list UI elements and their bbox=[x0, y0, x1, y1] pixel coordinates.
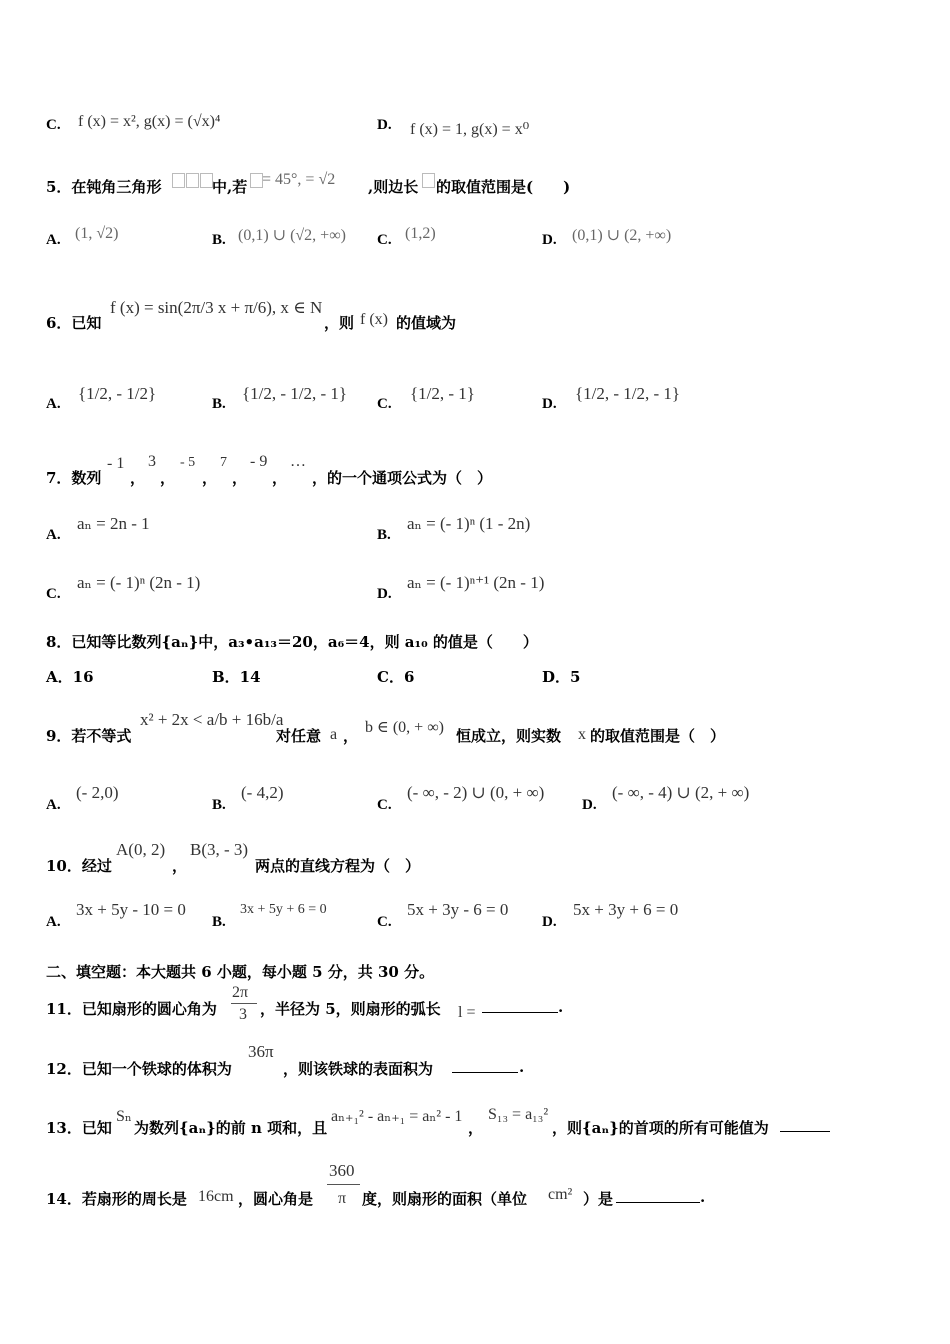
q13-stem-a: 13．已知 bbox=[46, 1119, 112, 1137]
q5-opt-a: (1, √2) bbox=[75, 225, 119, 242]
placeholder-glyph-icon bbox=[172, 173, 185, 188]
q9-sep: ， bbox=[343, 727, 359, 745]
q13-comma: ， bbox=[468, 1119, 484, 1137]
q5-stem-a: 5．在钝角三角形 bbox=[46, 178, 162, 196]
q11-frac-bar bbox=[231, 1003, 257, 1004]
q7-opt-c: aₙ = (- 1)ⁿ (2n - 1) bbox=[77, 573, 201, 592]
q7-opt-b-label: B. bbox=[377, 527, 391, 543]
q6-stem-math: f (x) = sin(2π/3 x + π/6), x ∈ N bbox=[110, 298, 323, 317]
placeholder-glyph-icon bbox=[186, 173, 199, 188]
q13-stem-c: ，则{aₙ}的首项的所有可能值为 bbox=[552, 1119, 769, 1137]
q10-opt-b-label: B. bbox=[212, 914, 226, 930]
q6-opt-c: {1/2, - 1} bbox=[410, 384, 475, 403]
q7-sep-2: ， bbox=[160, 469, 176, 487]
q8-opt-d: D．5 bbox=[542, 668, 581, 686]
q7-sep-5: ， bbox=[272, 469, 288, 487]
q6-opt-b: {1/2, - 1/2, - 1} bbox=[242, 384, 348, 403]
q13-stem-b: 为数列{aₙ}的前 n 项和，且 bbox=[134, 1119, 328, 1137]
q14-perim: 16cm bbox=[198, 1188, 234, 1205]
q5-opt-b-label: B. bbox=[212, 232, 226, 248]
q10-stem-b: 两点的直线方程为（ ） bbox=[255, 857, 421, 875]
q14-stem-b: ，圆心角是 bbox=[238, 1190, 314, 1208]
q5-opt-c-label: C. bbox=[377, 232, 392, 248]
q11-end: . bbox=[558, 998, 564, 1016]
placeholder-glyph-icon bbox=[250, 173, 263, 188]
q9-opt-a-label: A. bbox=[46, 797, 61, 813]
q9-var-x: x bbox=[578, 726, 586, 743]
q4-opt-d: f (x) = 1, g(x) = x⁰ bbox=[410, 121, 530, 138]
q9-stem-a: 9．若不等式 bbox=[46, 727, 132, 745]
q11-frac-den: 3 bbox=[239, 1006, 247, 1023]
q13-eq1: aₙ₊₁² - aₙ₊₁ = aₙ² - 1 bbox=[331, 1108, 463, 1125]
q6-stem-a: 6．已知 bbox=[46, 314, 102, 332]
q13-sn: Sₙ bbox=[116, 1108, 132, 1125]
q5-opt-d: (0,1) ∪ (2, +∞) bbox=[572, 227, 672, 244]
q14-stem-c: 度，则扇形的面积（单位 bbox=[362, 1190, 528, 1208]
q11-stem-b: ，半径为 5，则扇形的弧长 bbox=[260, 1000, 441, 1018]
q13-eq2: S₁₃ = a₁₃² bbox=[488, 1106, 549, 1123]
q9-stem-b: 对任意 bbox=[276, 727, 322, 745]
q7-opt-a-label: A. bbox=[46, 527, 61, 543]
q6-opt-d: {1/2, - 1/2, - 1} bbox=[575, 384, 681, 403]
q10-sep: ， bbox=[172, 857, 188, 875]
q14-stem-d: ）是 bbox=[583, 1190, 614, 1208]
q6-stem-b: ，则 bbox=[324, 314, 355, 332]
q9-stem-math: x² + 2x < a/b + 16b/a bbox=[140, 710, 284, 729]
q12-answer-blank[interactable] bbox=[452, 1072, 518, 1073]
q10-opt-a: 3x + 5y - 10 = 0 bbox=[76, 900, 186, 919]
q6-opt-c-label: C. bbox=[377, 396, 392, 412]
q10-pt-a: A(0, 2) bbox=[116, 840, 166, 859]
q14-frac-num: 360 bbox=[329, 1161, 355, 1180]
q7-stem-a: 7．数列 bbox=[46, 469, 102, 487]
q6-opt-a: {1/2, - 1/2} bbox=[78, 384, 157, 403]
q8-opt-a: A．16 bbox=[46, 668, 94, 686]
q14-stem-a: 14．若扇形的周长是 bbox=[46, 1190, 187, 1208]
q10-opt-b: 3x + 5y + 6 = 0 bbox=[240, 902, 327, 917]
q7-seq-3: - 5 bbox=[180, 455, 196, 470]
q5-opt-b: (0,1) ∪ (√2, +∞) bbox=[238, 227, 346, 244]
q4-opt-c: f (x) = x², g(x) = (√x)⁴ bbox=[78, 113, 221, 130]
q7-stem-b: ，的一个通项公式为（ ） bbox=[312, 469, 493, 487]
q7-opt-b: aₙ = (- 1)ⁿ (1 - 2n) bbox=[407, 514, 531, 533]
q9-opt-d-label: D. bbox=[582, 797, 597, 813]
q7-sep-3: ， bbox=[202, 469, 218, 487]
q11-var: l = bbox=[458, 1004, 476, 1021]
q8-opt-c: C．6 bbox=[377, 668, 415, 686]
q4-opt-d-label: D. bbox=[377, 117, 392, 133]
q9-var-b: b ∈ (0, + ∞) bbox=[365, 719, 444, 736]
q5-opt-c: (1,2) bbox=[405, 225, 436, 242]
q13-answer-blank[interactable] bbox=[780, 1131, 830, 1132]
q9-opt-b-label: B. bbox=[212, 797, 226, 813]
q12-vol: 36π bbox=[248, 1042, 274, 1061]
q10-pt-b: B(3, - 3) bbox=[190, 840, 249, 859]
q7-opt-d-label: D. bbox=[377, 586, 392, 602]
q14-frac-den: π bbox=[338, 1190, 347, 1207]
q5-stem-d: 的取值范围是( ) bbox=[436, 178, 571, 196]
q14-frac-bar bbox=[327, 1184, 360, 1185]
q7-opt-c-label: C. bbox=[46, 586, 61, 602]
q9-opt-c-label: C. bbox=[377, 797, 392, 813]
q11-frac-num: 2π bbox=[232, 984, 249, 1001]
q5-stem-c: ,则边长 bbox=[368, 178, 419, 196]
placeholder-glyph-icon bbox=[422, 173, 435, 188]
q6-stem-fx: f (x) bbox=[360, 311, 388, 328]
q9-stem-d: 的取值范围是（ ） bbox=[590, 727, 726, 745]
q7-seq-2: 3 bbox=[148, 453, 156, 470]
q5-opt-a-label: A. bbox=[46, 232, 61, 248]
q7-opt-d: aₙ = (- 1)ⁿ⁺¹ (2n - 1) bbox=[407, 573, 545, 592]
q12-stem-b: ，则该铁球的表面积为 bbox=[283, 1060, 434, 1078]
q10-opt-c-label: C. bbox=[377, 914, 392, 930]
q9-var-a: a bbox=[330, 726, 338, 743]
q7-seq-5: - 9 bbox=[250, 453, 268, 470]
q8-opt-b: B．14 bbox=[212, 668, 261, 686]
section-2-heading: 二、填空题：本大题共 6 小题，每小题 5 分，共 30 分。 bbox=[46, 963, 435, 981]
q8-stem: 8．已知等比数列{aₙ}中，a₃•a₁₃＝20，a₆＝4，则 a₁₀ 的值是（ ） bbox=[46, 633, 538, 651]
q6-stem-c: 的值域为 bbox=[396, 314, 457, 332]
q6-opt-b-label: B. bbox=[212, 396, 226, 412]
q10-opt-a-label: A. bbox=[46, 914, 61, 930]
q7-sep-4: ， bbox=[232, 469, 248, 487]
q9-opt-a: (- 2,0) bbox=[76, 783, 119, 802]
q14-unit: cm² bbox=[548, 1186, 573, 1203]
q12-stem-a: 12．已知一个铁球的体积为 bbox=[46, 1060, 232, 1078]
q5-stem-b: 中,若 bbox=[212, 178, 248, 196]
q10-opt-c: 5x + 3y - 6 = 0 bbox=[407, 900, 509, 919]
q9-opt-d: (- ∞, - 4) ∪ (2, + ∞) bbox=[612, 783, 750, 802]
q12-end: . bbox=[519, 1058, 525, 1076]
q7-seq-1: - 1 bbox=[107, 455, 125, 472]
q10-opt-d-label: D. bbox=[542, 914, 557, 930]
q4-opt-c-label: C. bbox=[46, 117, 61, 133]
q10-opt-d: 5x + 3y + 6 = 0 bbox=[573, 900, 679, 919]
q5-opt-d-label: D. bbox=[542, 232, 557, 248]
q9-opt-c: (- ∞, - 2) ∪ (0, + ∞) bbox=[407, 783, 545, 802]
placeholder-glyph-icon bbox=[200, 173, 213, 188]
q11-answer-blank[interactable] bbox=[482, 1012, 558, 1013]
q7-opt-a: aₙ = 2n - 1 bbox=[77, 514, 150, 533]
q14-end: . bbox=[700, 1188, 706, 1206]
q7-sep-1: ， bbox=[130, 469, 146, 487]
q14-answer-blank[interactable] bbox=[616, 1202, 700, 1203]
q7-seq-6: … bbox=[290, 453, 306, 470]
q10-stem-a: 10．经过 bbox=[46, 857, 112, 875]
q7-seq-4: 7 bbox=[220, 455, 227, 470]
q9-stem-c: 恒成立，则实数 bbox=[456, 727, 562, 745]
q9-opt-b: (- 4,2) bbox=[241, 783, 284, 802]
q6-opt-d-label: D. bbox=[542, 396, 557, 412]
q6-opt-a-label: A. bbox=[46, 396, 61, 412]
q5-stem-math: = 45°, = √2 bbox=[262, 171, 336, 188]
q11-stem-a: 11．已知扇形的圆心角为 bbox=[46, 1000, 217, 1018]
